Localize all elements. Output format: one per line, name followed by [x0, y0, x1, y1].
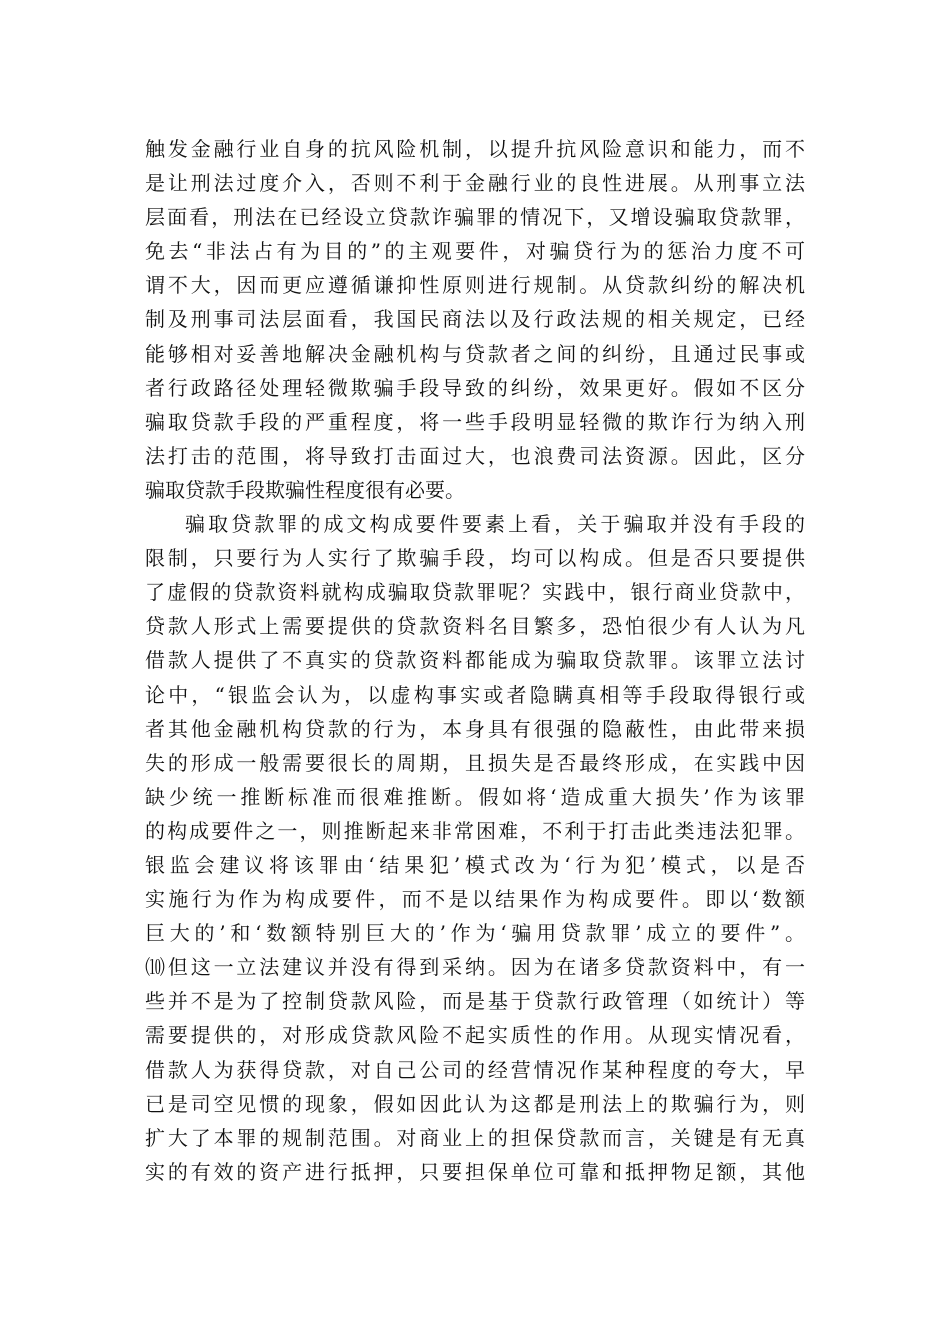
- text-line: 者其他金融机构贷款的行为，本身具有很强的隐蔽性，由此带来损: [145, 716, 805, 741]
- text-line: 借款人提供了不真实的贷款资料都能成为骗取贷款罪。该罪立法讨: [145, 648, 805, 673]
- text-line: 能够相对妥善地解决金融机构与贷款者之间的纠纷，且通过民事或: [145, 341, 805, 366]
- text-line: 是让刑法过度介入，否则不利于金融行业的良性进展。从刑事立法: [145, 171, 805, 196]
- text-line: 论中，“银监会认为，以虚构事实或者隐瞒真相等手段取得银行或: [145, 682, 805, 707]
- text-line: 免去“非法占有为目的”的主观要件，对骗贷行为的惩治力度不可: [145, 239, 805, 264]
- text-line: 层面看，刑法在已经设立贷款诈骗罪的情况下，又增设骗取贷款罪，: [145, 205, 805, 230]
- text-line: 限制，只要行为人实行了欺骗手段，均可以构成。但是否只要提供: [145, 546, 805, 571]
- text-line: 触发金融行业自身的抗风险机制，以提升抗风险意识和能力，而不: [145, 137, 805, 161]
- body-text: [145, 132, 805, 1189]
- text-line: 巨大的’和‘数额特别巨大的’作为‘骗用贷款罪’成立的要件”。: [145, 921, 805, 946]
- text-line: 骗取贷款罪的成文构成要件要素上看，关于骗取并没有手段的: [185, 512, 805, 537]
- text-line: 骗取贷款手段的严重程度，将一些手段明显轻微的欺诈行为纳入刑: [145, 409, 805, 434]
- text-line: 银监会建议将该罪由‘结果犯’模式改为‘行为犯’模式，以是否: [145, 852, 805, 877]
- text-line: 缺少统一推断标准而很难推断。假如将‘造成重大损失’作为该罪: [145, 784, 805, 809]
- text-line: 贷款人形式上需要提供的贷款资料名目繁多，恐怕很少有人认为凡: [145, 614, 805, 639]
- text-line: 失的形成一般需要很长的周期，且损失是否最终形成，在实践中因: [145, 750, 805, 775]
- text-line: 扩大了本罪的规制范围。对商业上的担保贷款而言，关键是有无真: [145, 1125, 805, 1150]
- text-line: 已是司空见惯的现象，假如因此认为这都是刑法上的欺骗行为，则: [145, 1091, 805, 1116]
- text-line: 些并不是为了控制贷款风险，而是基于贷款行政管理（如统计）等: [145, 989, 805, 1014]
- text-line: 制及刑事司法层面看，我国民商法以及行政法规的相关规定，已经: [145, 307, 805, 332]
- text-line: 者行政路径处理轻微欺骗手段导致的纠纷，效果更好。假如不区分: [145, 375, 805, 400]
- text-line: ⑽但这一立法建议并没有得到采纳。因为在诸多贷款资料中，有一: [145, 955, 805, 980]
- text-line: 了虚假的贷款资料就构成骗取贷款罪呢？实践中，银行商业贷款中，: [145, 580, 805, 605]
- text-line: 借款人为获得贷款，对自己公司的经营情况作某种程度的夸大，早: [145, 1057, 805, 1082]
- text-line: 的构成要件之一，则推断起来非常困难，不利于打击此类违法犯罪。: [145, 818, 805, 843]
- text-line: 法打击的范围，将导致打击面过大，也浪费司法资源。因此，区分: [145, 443, 805, 468]
- text-line: 骗取贷款手段欺骗性程度很有必要。: [145, 477, 465, 502]
- paragraph: [145, 507, 805, 1189]
- text-line: 谓不大，因而更应遵循谦抑性原则进行规制。从贷款纠纷的解决机: [145, 273, 805, 298]
- text-line: 实的有效的资产进行抵押，只要担保单位可靠和抵押物足额，其他: [145, 1159, 805, 1184]
- paragraph: [145, 132, 805, 507]
- text-line: 实施行为作为构成要件，而不是以结果作为构成要件。即以‘数额: [145, 887, 805, 912]
- text-line: 需要提供的，对形成贷款风险不起实质性的作用。从现实情况看，: [145, 1023, 805, 1048]
